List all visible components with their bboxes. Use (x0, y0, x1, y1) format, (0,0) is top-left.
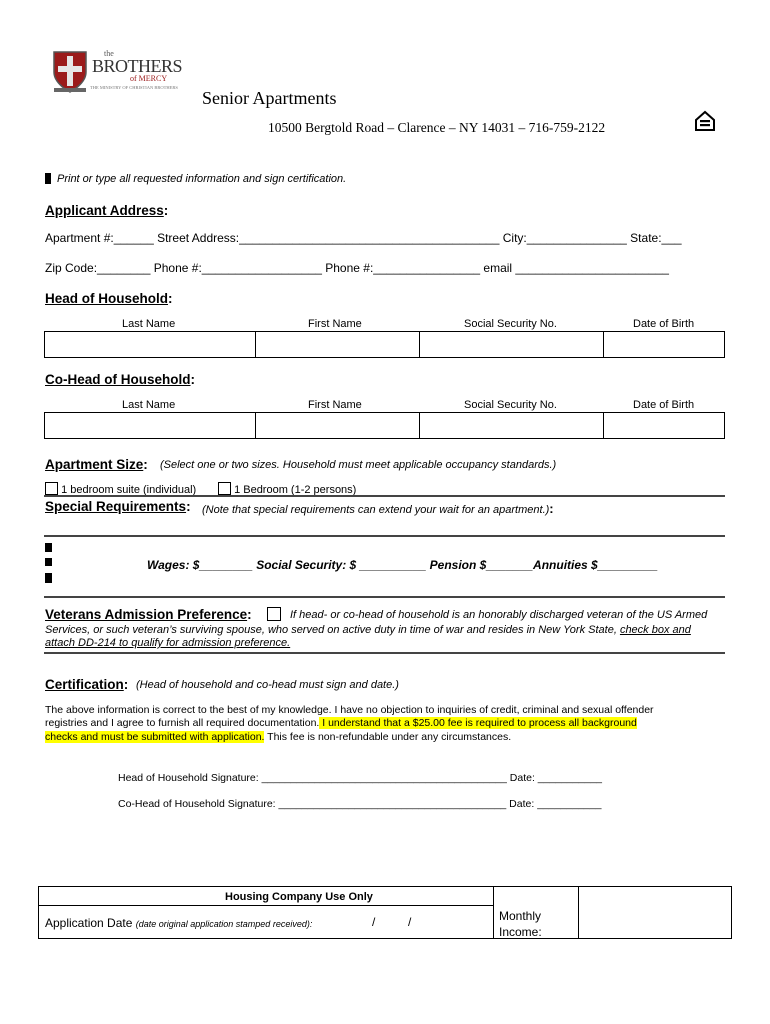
veterans-checkbox[interactable] (267, 607, 281, 621)
head-of-household-heading: Head of Household: (45, 291, 173, 306)
hoh-col-last: Last Name (122, 318, 176, 330)
certification-heading: Certification: (45, 677, 129, 692)
logo-small-text: the (104, 49, 114, 58)
hoh-col-first: First Name (308, 318, 362, 330)
instruction-marker (45, 173, 51, 184)
co-col-dob: Date of Birth (633, 399, 695, 411)
veterans-heading: Veterans Admission Preference: (45, 607, 252, 622)
certification-para-1: The above information is correct to the best of my knowledge. I have no objection to inquiries of credit, criminal and sexual offender (45, 704, 654, 716)
special-requirements-heading: Special Requirements: (45, 499, 191, 514)
income-line[interactable]: Wages: $________ Social Security: $ __________ Pension $_______Annuities $_________ (147, 558, 658, 572)
office-title: Housing Company Use Only (225, 891, 373, 903)
header-address: 10500 Bergtold Road – Clarence – NY 14031 – 716-759-2122 (268, 120, 606, 135)
co-first-name-field[interactable] (255, 413, 420, 438)
hoh-col-ssn: Social Security No. (464, 318, 557, 330)
co-col-first: First Name (308, 399, 362, 411)
divider (44, 652, 725, 654)
page-title: Senior Apartments (202, 88, 337, 108)
co-ssn-field[interactable] (419, 413, 604, 438)
hoh-ssn-field[interactable] (419, 332, 604, 357)
income-marker (45, 543, 53, 585)
head-signature-line[interactable]: Head of Household Signature: __________________________________________ Date: ___________ (118, 772, 603, 784)
monthly-income-field[interactable] (579, 887, 731, 938)
veterans-text-1: If head- or co-head of household is an honorably discharged veteran of the US Armed (290, 609, 708, 621)
size-option-suite[interactable]: 1 bedroom suite (individual) (45, 482, 196, 496)
application-date-label: Application Date (date original application stamped received): (45, 916, 313, 930)
fee-highlight: I understand that a $25.00 fee is required to process all background (319, 717, 637, 729)
logo (50, 50, 190, 96)
hoh-col-dob: Date of Birth (633, 318, 695, 330)
co-last-name-field[interactable] (45, 413, 256, 438)
co-head-signature-line[interactable]: Co-Head of Household Signature: _______________________________________ Date: ___________ (118, 798, 602, 810)
apartment-size-heading: Apartment Size: (45, 457, 148, 472)
certification-para-2: registries and I agree to furnish all required documentation. I understand that a $25.00 fee is required to process all background (45, 717, 637, 729)
crest-icon (52, 50, 88, 94)
applicant-address-heading: Applicant Address: (45, 203, 169, 218)
date-slash-1: / (372, 915, 376, 929)
hoh-last-name-field[interactable] (45, 332, 256, 357)
fee-highlight: checks and must be submitted with application. (45, 731, 265, 743)
apartment-size-note: (Select one or two sizes. Household must meet applicable occupancy standards.) (160, 459, 557, 471)
housing-company-box (38, 886, 732, 939)
co-head-table (44, 412, 725, 439)
hoh-table (44, 331, 725, 358)
date-slash-2: / (408, 915, 412, 929)
size-option-1bedroom[interactable]: 1 Bedroom (1-2 persons) (218, 482, 356, 496)
address-line-2[interactable]: Zip Code:________ Phone #:__________________ Phone #:________________ email _______________________ (45, 261, 669, 275)
certification-para-3: checks and must be submitted with application. This fee is non-refundable under any circumstances. (45, 731, 512, 743)
checkbox[interactable] (45, 482, 58, 495)
co-dob-field[interactable] (603, 413, 724, 438)
equal-housing-icon (694, 110, 716, 132)
logo-tagline: THE MINISTRY OF CHRISTIAN BROTHERS (90, 85, 178, 90)
co-col-ssn: Social Security No. (464, 399, 557, 411)
instruction-text: Print or type all requested information and sign certification. (57, 173, 347, 185)
co-head-heading: Co-Head of Household: (45, 372, 195, 387)
certification-note: (Head of household and co-head must sign and date.) (136, 679, 399, 691)
hoh-first-name-field[interactable] (255, 332, 420, 357)
hoh-dob-field[interactable] (603, 332, 724, 357)
logo-brand-main: BROTHERS (92, 56, 183, 76)
veterans-text-3: attach DD-214 to qualify for admission preference. (45, 637, 291, 649)
co-col-last: Last Name (122, 399, 176, 411)
divider (44, 495, 725, 497)
monthly-income-label: Monthly Income: (499, 909, 542, 939)
veterans-text-2: Services, or such veteran’s surviving spouse, who served on active duty in time of war and resides in New York State, check box and (45, 624, 691, 636)
special-requirements-note: (Note that special requirements can extend your wait for an apartment.): (202, 501, 554, 516)
divider (44, 535, 725, 537)
address-line-1[interactable]: Apartment #:______ Street Address:_______________________________________ City:_______________ State:___ (45, 231, 682, 245)
divider (44, 596, 725, 598)
checkbox[interactable] (218, 482, 231, 495)
logo-brand-sub: of MERCY (130, 74, 168, 83)
